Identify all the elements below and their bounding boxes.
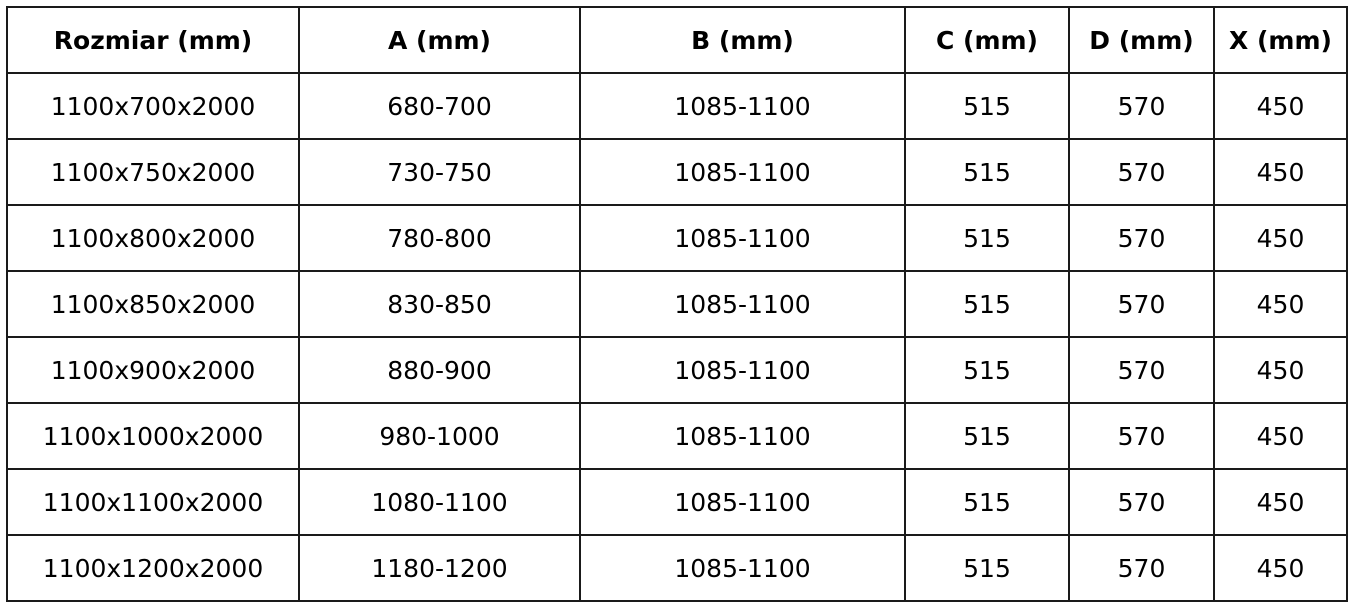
cell-b: 1085-1100 [580,271,905,337]
cell-d: 570 [1069,271,1214,337]
cell-a: 780-800 [299,205,580,271]
cell-c: 515 [905,205,1069,271]
cell-b: 1085-1100 [580,205,905,271]
cell-rozmiar: 1100x800x2000 [7,205,299,271]
cell-rozmiar: 1100x750x2000 [7,139,299,205]
table-header [7,7,1347,73]
cell-x: 450 [1214,271,1347,337]
cell-d: 570 [1069,337,1214,403]
cell-a: 880-900 [299,337,580,403]
cell-c: 515 [905,271,1069,337]
cell-a: 1180-1200 [299,535,580,601]
cell-a: 730-750 [299,139,580,205]
cell-b: 1085-1100 [580,469,905,535]
cell-x: 450 [1214,337,1347,403]
table-row [7,535,1347,601]
cell-a: 1080-1100 [299,469,580,535]
cell-d: 570 [1069,139,1214,205]
cell-a: 980-1000 [299,403,580,469]
specification-table [6,6,1348,602]
cell-c: 515 [905,535,1069,601]
table-row [7,469,1347,535]
cell-a: 830-850 [299,271,580,337]
cell-x: 450 [1214,73,1347,139]
cell-d: 570 [1069,403,1214,469]
cell-b: 1085-1100 [580,139,905,205]
cell-c: 515 [905,337,1069,403]
cell-c: 515 [905,469,1069,535]
cell-x: 450 [1214,535,1347,601]
cell-rozmiar: 1100x850x2000 [7,271,299,337]
column-header-rozmiar: Rozmiar (mm) [7,7,299,73]
column-header-d: D (mm) [1069,7,1214,73]
cell-b: 1085-1100 [580,535,905,601]
table-row [7,73,1347,139]
cell-d: 570 [1069,73,1214,139]
cell-d: 570 [1069,535,1214,601]
column-header-c: C (mm) [905,7,1069,73]
table-header-row [7,7,1347,73]
cell-b: 1085-1100 [580,73,905,139]
cell-x: 450 [1214,403,1347,469]
cell-x: 450 [1214,139,1347,205]
column-header-b: B (mm) [580,7,905,73]
table-row [7,139,1347,205]
cell-rozmiar: 1100x700x2000 [7,73,299,139]
cell-d: 570 [1069,205,1214,271]
cell-d: 570 [1069,469,1214,535]
column-header-x: X (mm) [1214,7,1347,73]
cell-c: 515 [905,403,1069,469]
cell-a: 680-700 [299,73,580,139]
column-header-a: A (mm) [299,7,580,73]
table-row [7,403,1347,469]
cell-rozmiar: 1100x1200x2000 [7,535,299,601]
table-body [7,73,1347,601]
table-row [7,205,1347,271]
cell-x: 450 [1214,205,1347,271]
table-row [7,337,1347,403]
cell-rozmiar: 1100x900x2000 [7,337,299,403]
cell-b: 1085-1100 [580,403,905,469]
cell-b: 1085-1100 [580,337,905,403]
cell-rozmiar: 1100x1000x2000 [7,403,299,469]
cell-x: 450 [1214,469,1347,535]
cell-c: 515 [905,139,1069,205]
cell-c: 515 [905,73,1069,139]
table-row [7,271,1347,337]
cell-rozmiar: 1100x1100x2000 [7,469,299,535]
